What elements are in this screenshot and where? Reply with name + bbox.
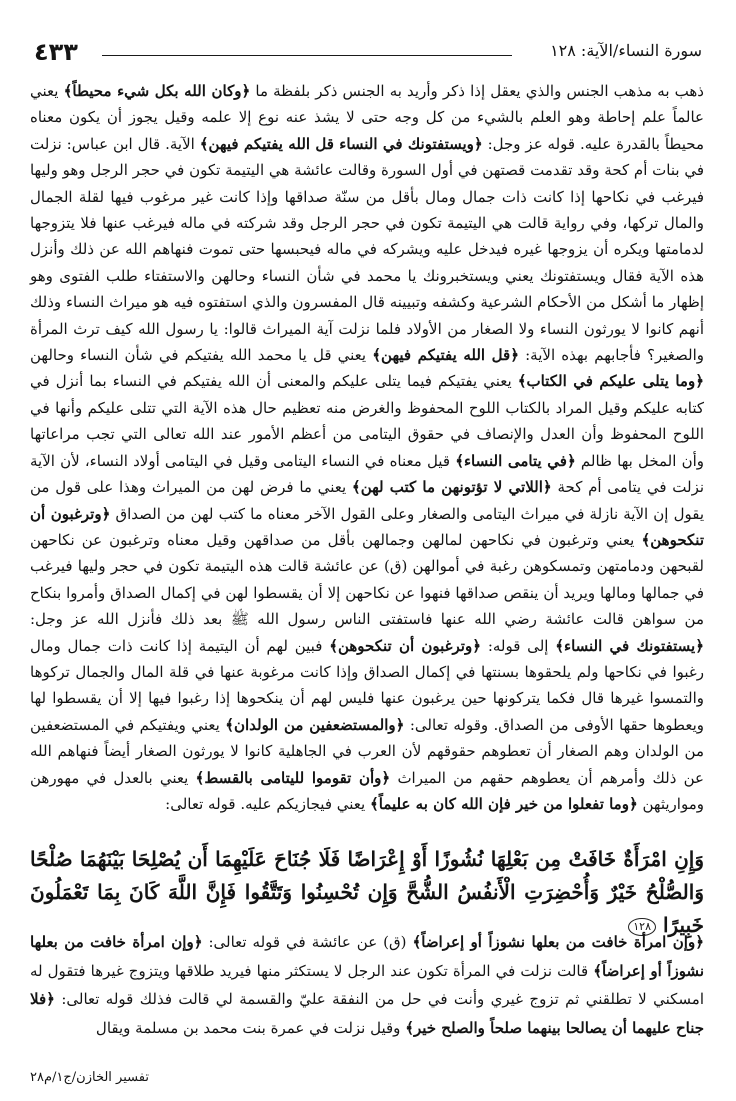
page-number: ٤٣٣ bbox=[34, 38, 78, 66]
quran-quote: ﴿وما يتلى عليكم في الكتاب﴾ bbox=[517, 372, 704, 391]
prose: الآية. قال ابن عباس: نزلت في بنات أم كحة وقد تقدمت قصتهن في أول السورة وقالت عائشة هي اليتيمة تكون في حجر الرجل وهو وليها فيرغب في نكاحها إذا كانت ذات جمال ومال بأقل من سنّة صداقها وإذا كانت غير مرغوب فيها لقلة الجمال والمال تركها، وفي رواية قالت هي اليتيمة تكون في حجر الرجل وقد شركته في ماله فيرغب عنها فلا يتزوجها لدمامتها ويكره أن يزوجها غيره فيدخل عليه ويشركه في ماله فيحبسها حتى تموت فنهاهم الله عن ذلك وأنزل هذه الآية فقال ويستفتونك يعني ويستخبرونك يا محمد في شأن النساء وحالهن والاستفتاء طلب الفتوى وهو إظهار ما أشكل من الأحكام الشرعية وكشفه وتبيينه قال المفسرون والذي استفتوه فيه هو ميراث النساء وذلك أنهم كانوا لا يورثون النساء ولا الصغار من الأولاد فلما نزلت آية الميراث قالوا: يا رسول الله كيف ترث المرأة والصغير؟ فأجابهم بهذه الآية: bbox=[29, 134, 704, 365]
quran-quote: ﴿وترغبون أن تنكحوهن﴾ bbox=[329, 636, 482, 655]
prose: يعني بالعدل في مهورهن ومواريثهن bbox=[30, 768, 704, 813]
quran-quote: ﴿والمستضعفين من الولدان﴾ bbox=[225, 715, 405, 734]
prose: قالت نزلت في المرأة تكون عند الرجل لا يستكثر منها فيريد طلاقها ويتزوج غيرها فتقول له امسكني لا تطلقني ثم تزوج غيري وأنت في حل من النفقة عليّ والقسمة لي قالت فذلك قوله تعالى: bbox=[30, 961, 704, 1008]
ayah-number-marker: ١٢٨ bbox=[628, 918, 656, 936]
surah-title: سورة النساء/الآية: ١٢٨ bbox=[550, 41, 702, 60]
quran-quote: ﴿وكان الله بكل شيء محيطاً﴾ bbox=[63, 82, 251, 100]
quran-quote: ﴿وما تفعلوا من خير فإن الله كان به عليماً﴾ bbox=[369, 794, 638, 813]
prose: يعني وترغبون في نكاحهن لمالهن وجمالهن بأقل من صداقهن وقيل معناه وترغبون عن نكاحهن لقبحهن ودمامتهن وتمسكوهن رغبة في أموالهن (ق) عن عائشة قالت هذه اليتيمة تكون في حجر وليها فيرغب في جمالها ومالها ويريد أن ينقص صداقها فنهوا عن نكاحهن إلا أن يقسطوا لهن في إكمال الصداق وأمروا بنكاح من سواهن قالت عائشة رضي الله عنها فاستفتى الناس رسول الله ﷺ بعد ذلك فأنزل الله عز وجل: bbox=[30, 530, 704, 629]
quran-quote: ﴿يستفتونك في النساء﴾ bbox=[555, 636, 704, 655]
prose: فبين لهم أن اليتيمة إذا كانت ذات جمال ومال رغبوا في نكاحها ولم يلحقوها بسنتها في إكمال الصداق وإذا كانت مرغوبة عنها في قلة المال والجمال تركوها والتمسوا غيرها قال فكما يتركونها حين يرغبون عنها فليس لهم أن ينكحوها إذا رغبوا فيها إلا أن يقسطوا لها ويعطوها حقها الأوفى من الصداق. وقوله تعالى: bbox=[30, 636, 704, 734]
quran-quote: ﴿قل الله يفتيكم فيهن﴾ bbox=[372, 346, 519, 365]
prose: يعني عالماً علم إحاطة وهو العلم بالشيء من كل وجه حتى لا يشذ عنه نوع إلا علمه وقيل يجوز أن يكون معناه محيطاً بالقدرة عليه. قوله عز وجل: bbox=[30, 82, 704, 153]
prose: قيل معناه في النساء اليتامى وقيل في اليتامى أولاد النساء، لأن الآية نزلت في يتامى أم كحة bbox=[30, 451, 705, 497]
page-header bbox=[34, 38, 702, 66]
commentary-paragraph bbox=[30, 78, 704, 817]
quran-quote: ﴿اللاتي لا تؤتونهن ما كتب لهن﴾ bbox=[351, 478, 552, 497]
commentary-paragraph bbox=[30, 928, 704, 1042]
quran-quote: ﴿فلا جناح عليهما أن يصالحا بينهما صلحاً والصلح خير﴾ bbox=[30, 990, 704, 1037]
prose: (ق) عن عائشة في قوله تعالى: bbox=[208, 933, 407, 951]
quran-quote: ﴿ويستفتونك في النساء قل الله يفتيكم فيهن﴾ bbox=[199, 134, 483, 153]
prose: يعني فيجازيكم عليه. قوله تعالى: bbox=[165, 794, 366, 813]
prose: يعني ما فرض لهن من الميراث وهذا على قول من يقول إن الآية نازلة في ميراث اليتامى والصغار وعلى القول الآخر معناه ما كتب لهن من الصداق bbox=[30, 478, 704, 523]
quran-quote: ﴿وترغبون أن تنكحوهن﴾ bbox=[30, 504, 704, 549]
commentary-text bbox=[30, 78, 704, 817]
header-rule bbox=[102, 55, 512, 56]
prose: يعني ويفتيكم في المستضعفين من الولدان وهم الصغار أن تعطوهم حقوقهم لأن العرب في الجاهلية كانوا لا يورثون الصغار أيضاً فنهاهم الله عن ذلك وأمرهم أن يعطوهم حقهم من الميراث bbox=[30, 715, 704, 787]
prose: وقيل نزلت في عمرة بنت محمد بن مسلمة ويقال bbox=[95, 1018, 401, 1037]
verse-commentary bbox=[30, 928, 704, 1042]
prose: يعني يفتيكم فيما يتلى عليكم والمعنى أن الله يفتيكم في النساء بما أنزل في كتابه عليكم وقيل المراد بالكتاب اللوح المحفوظ والغرض منه تعظيم حال هذه الآية التي تتلى عليكم وأنها في اللوح المحفوظ وأن العدل والإنصاف في حقوق اليتامى من أعظم الأمور عند الله تعالى التي تجب مراعاتها وأن المخل بها ظالم bbox=[30, 372, 704, 470]
prose: ذهب به مذهب الجنس والذي يعقل إذا ذكر وأريد به الجنس ذكر بلفظة ما bbox=[255, 82, 704, 100]
verse-text: وَإِنِ امْرَأَةٌ خَافَتْ مِن بَعْلِهَا نُشُوزًا أَوْ إِعْرَاضًا فَلَا جُنَاحَ عَلَيْهِمَا أَن يُصْلِحَا بَيْنَهُمَا صُلْحًا وَالصُّلْحُ خَيْرٌ وَأُحْضِرَتِ الْأَنفُسُ الشُّحَّ وَإِن تُحْسِنُوا وَتَتَّقُوا فَإِنَّ اللَّهَ كَانَ بِمَا تَعْمَلُونَ خَبِيرًا bbox=[30, 847, 704, 937]
prose: إلى قوله: bbox=[487, 636, 549, 655]
quran-quote: ﴿وإن امرأة خافت من بعلها نشوزاً أو إعراضاً﴾ bbox=[412, 933, 704, 951]
page-footer: تفسير الخازن/ج١/م٢٨ bbox=[30, 1070, 149, 1085]
quran-quote: ﴿في يتامى النساء﴾ bbox=[455, 451, 576, 470]
quran-quote: ﴿وإن امرأة خافت من بعلها نشوزاً أو إعراضاً﴾ bbox=[30, 933, 704, 980]
prose: يعني قل يا محمد الله يفتيكم في شأن النساء وحالهن bbox=[30, 346, 367, 365]
quran-quote: ﴿وأن تقوموا لليتامى بالقسط﴾ bbox=[195, 768, 391, 787]
